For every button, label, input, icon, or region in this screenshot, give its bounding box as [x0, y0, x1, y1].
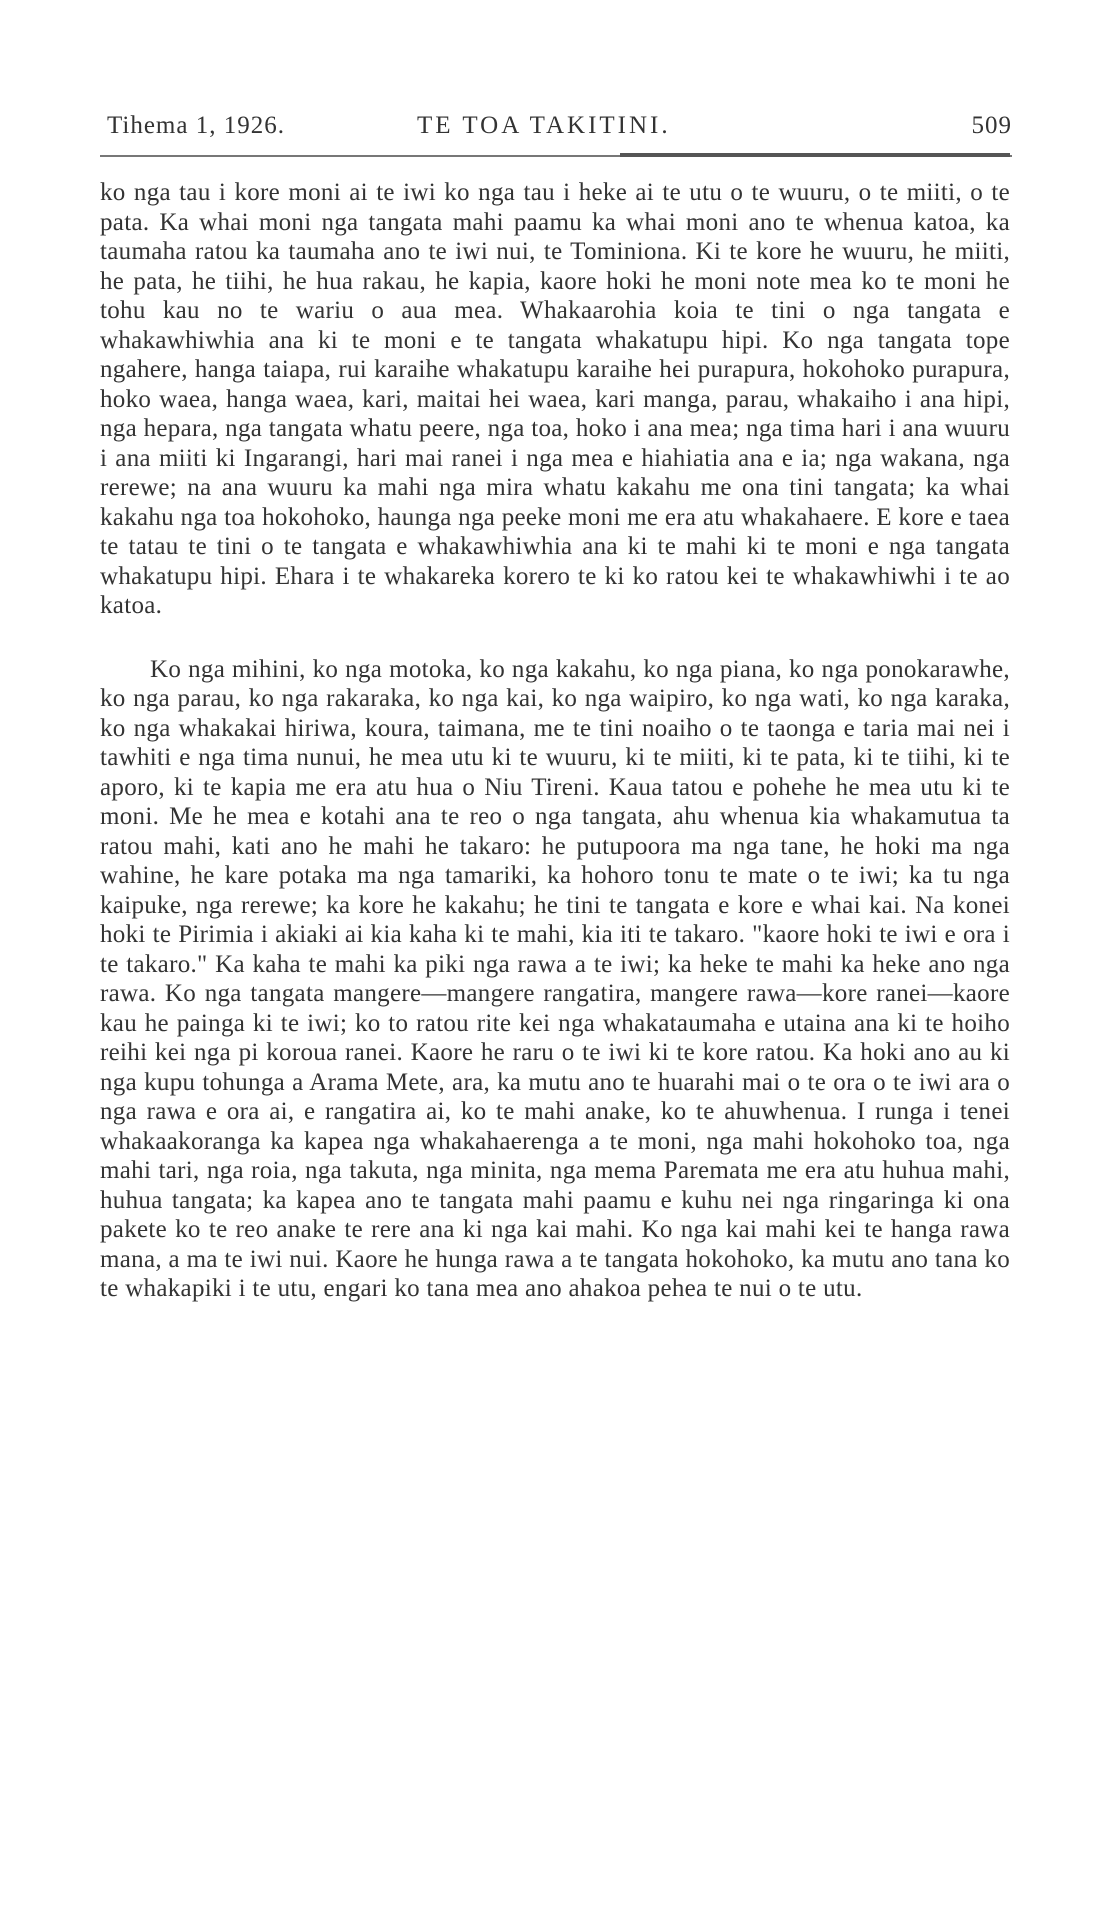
paragraph: ko nga tau i kore moni ai te iwi ko nga tau i heke ai te utu o te wuuru, o te miiti, o te pata. Ka whai moni nga tangata mahi paamu ka whai moni ano te whenua katoa, ka taumaha ratou ka taumaha ano te iwi nui, te Tominiona. Ki te kore he wuuru, he miiti, he pata, he tiihi, he hua rakau, he kapia, kaore hoki he moni note mea ko te moni he tohu kau no te wariu o aua mea. Whakaarohia koia te tini o nga tangata e whakawhiwhia ana ki te moni e te tangata whakatupu hipi. Ko nga tangata tope ngahere, hanga taiapa, rui karaihe whakatupu karaihe hei purapura, hokohoko purapura, hoko waea, hanga waea, kari, maitai hei waea, kari manga, parau, whakaiho i ana hipi, nga hepara, nga tangata whatu peere, nga toa, hoko i ana mea; nga tima hari i ana wuuru i ana miiti ki Ingarangi, hari mai ranei i nga mea e hiahiatia ana e ia; nga wakana, nga rerewe; na ana wuuru ka mahi nga mira whatu kakahu me ona tini tangata; ka whai kakahu nga toa hokohoko, haunga nga peeke moni me era atu whakahaere. E kore e taea te tatau te tini o te tangata e whakawhiwhia ana ki te mahi ki te moni e nga tangata whakatupu hipi. Ehara i te whakareka korero te ki ko ratou kei te whakawhiwhi i te ao katoa.: [100, 179, 1010, 619]
running-header: [107, 112, 1012, 152]
header-title: TE TOA TAKITINI.: [417, 112, 671, 139]
header-date: Tihema 1, 1926.: [107, 112, 285, 139]
header-rule-heavy: [620, 153, 1010, 157]
page-number: 509: [971, 112, 1012, 139]
body-text: [100, 178, 1010, 1304]
paragraph: Ko nga mihini, ko nga motoka, ko nga kakahu, ko nga piana, ko nga ponokarawhe, ko nga parau, ko nga rakaraka, ko nga kai, ko nga waipiro, ko nga wati, ko nga karaka, ko nga whakakai hiriwa, koura, taimana, me te tini noaiho o te taonga e taria mai nei i tawhiti e nga tima nunui, he mea utu ki te wuuru, ki te miiti, ki te pata, ki te tiihi, ki te aporo, ki te kapia me era atu hua o Niu Tireni. Kaua tatou e pohehe he mea utu ki te moni. Me he mea e kotahi ana te reo o nga tangata, ahu whenua kia whakamutua ta ratou mahi, kati ano he mahi he takaro: he putupoora ma nga tane, he hoki ma nga wahine, he kare potaka ma nga tamariki, ka hohoro tonu te mate o te iwi; ka tu nga kaipuke, nga rerewe; ka kore he kakahu; he tini te tangata e kore e whai kai. Na konei hoki te Pirimia i akiaki ai kia kaha ki te mahi, kia iti te takaro. "kaore hoki te iwi e ora i te takaro." Ka kaha te mahi ka piki nga rawa a te iwi; ka heke te mahi ka heke ano nga rawa. Ko nga tangata mangere—mangere rangatira, mangere rawa—kore ranei—kaore kau he painga ki te iwi; ko to ratou rite kei nga whakataumaha e utaina ana ki te hoiho reihi kei nga pi koroua ranei. Kaore he raru o te iwi ki te kore ratou. Ka hoki ano au ki nga kupu tohunga a Arama Mete, ara, ka mutu ano te huarahi mai o te ora o te iwi ara o nga rawa e ora ai, e rangatira ai, ko te mahi anake, ko te ahuwhenua. I runga i tenei whakaakoranga ka kapea nga whakahaerenga a te moni, nga mahi hokohoko toa, nga mahi tari, nga roia, nga takuta, nga minita, nga mema Paremata me era atu huhua mahi, huhua tangata; ka kapea ano te tangata mahi paamu e kuhu nei nga ringaringa ki ona pakete ko te reo anake te rere ana ki nga kai mahi. Ko nga kai mahi kei te hanga rawa mana, a ma te iwi nui. Kaore he hunga rawa a te tangata hokohoko, ka mutu ano tana ko te whakapiki i te utu, engari ko tana mea ano ahakoa pehea te nui o te utu.: [100, 655, 1010, 1302]
